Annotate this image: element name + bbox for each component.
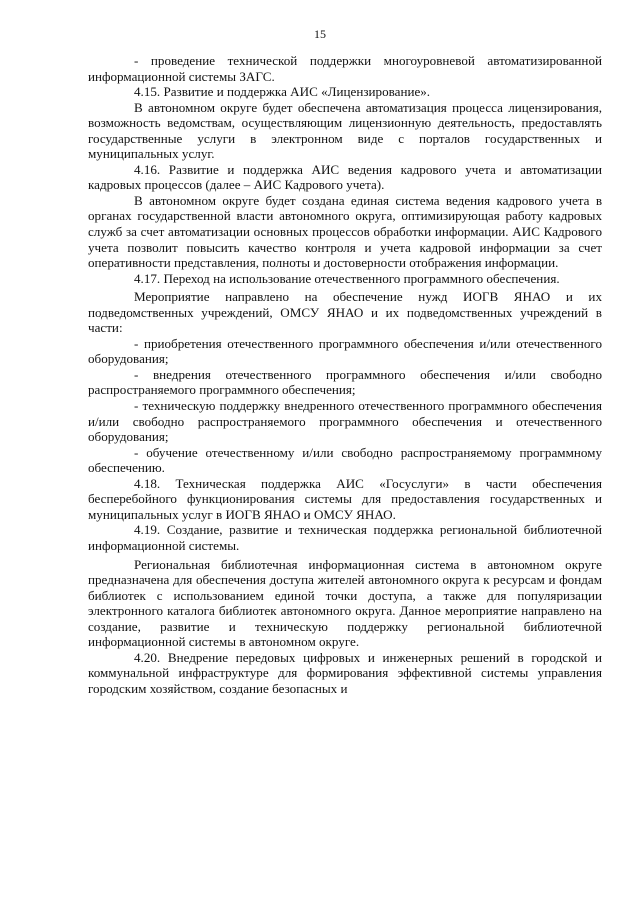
section-heading-4-20: 4.20. Внедрение передовых цифровых и инженерных решений в городской и коммунальной инфраструктуре для формирования эффективной системы управления городским хозяйством, создание безопасных и — [88, 649, 602, 696]
section-heading-4-15: 4.15. Развитие и поддержка АИС «Лицензирование». — [134, 84, 431, 100]
paragraph-library-system: Региональная библиотечная информационная система в автономном округе предназначена для обеспечения доступа жителей автономного округа к ресурсам и фондам библиотек с использованием единой точки доступа, а также для популяризации электронного каталога библиотек автономного округа. Данное мероприятие направлено на создание, развитие и техническую поддержку региональной библиотечной информационной системы в автономном округе. — [88, 556, 602, 650]
bullet-implementation: - внедрения отечественного программного обеспечения и/или свободно распространяемого программного обеспечения; — [88, 366, 602, 398]
section-heading-4-18: 4.18. Техническая поддержка АИС «Госуслуги» в части обеспечения бесперебойного функционирования системы для предоставления государственных и муниципальных услуг в ИОГВ ЯНАО и ОМСУ ЯНАО. — [88, 475, 602, 522]
paragraph-licensing: В автономном округе будет обеспечена автоматизация процесса лицензирования, возможность ведомствам, осуществляющим лицензионную деятельность, предоставлять государственные услуги в электронном виде с порталов государственных и муниципальных услуг. — [88, 99, 602, 162]
bullet-acquisition: - приобретения отечественного программного обеспечения и/или отечественного оборудования; — [88, 335, 602, 367]
document-body — [88, 53, 602, 696]
page-number: 15 — [314, 27, 326, 41]
section-heading-4-19: 4.19. Создание, развитие и техническая поддержка региональной библиотечной информационной системы. — [88, 522, 602, 553]
paragraph-hr-accounting: В автономном округе будет создана единая система ведения кадрового учета в органах государственной власти автономного округа, оптимизирующая работу кадровых служб за счет автоматизации основных процессов обработки информации. АИС Кадрового учета позволит повысить качество контроля и учета кадровой информации за счет оперативности представления, полноты и достоверности отображения информации. — [88, 192, 602, 271]
paragraph-domestic-software: Мероприятие направлено на обеспечение нужд ИОГВ ЯНАО и их подведомственных учреждений, ОМСУ ЯНАО и их подведомственных учреждений в части: — [88, 289, 602, 336]
bullet-zags-support: - проведение технической поддержки многоуровневой автоматизированной информационной системы ЗАГС. — [88, 53, 602, 84]
section-heading-4-17: 4.17. Переход на использование отечественного программного обеспечения. — [134, 270, 560, 286]
bullet-tech-support: - техническую поддержку внедренного отечественного программного обеспечения и/или свободно распространяемого программного обеспечения и отечественного оборудования; — [88, 398, 602, 445]
section-heading-4-16: 4.16. Развитие и поддержка АИС ведения кадрового учета и автоматизации кадровых процессов (далее – АИС Кадрового учета). — [88, 161, 602, 193]
bullet-training: - обучение отечественному и/или свободно распространяемому программному обеспечению. — [88, 444, 602, 476]
